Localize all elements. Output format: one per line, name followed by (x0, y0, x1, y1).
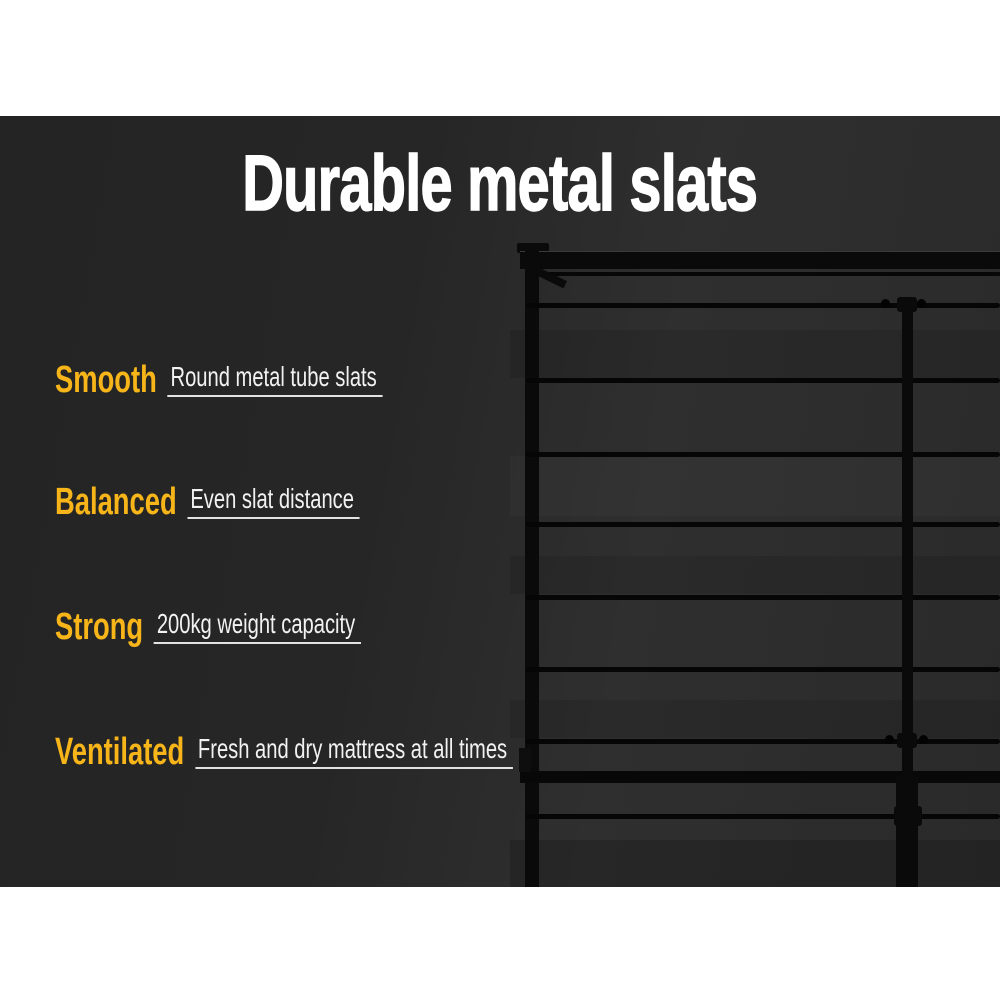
feature-label: Smooth (55, 359, 157, 401)
feature-label: Strong (55, 606, 144, 648)
connector-knob (917, 299, 926, 308)
slat-connector-bracket (897, 733, 917, 748)
feature-row-smooth (55, 361, 382, 399)
bed-center-bar (902, 300, 913, 887)
feature-label: Ventilated (55, 731, 185, 773)
connector-knob (919, 735, 928, 744)
reflection-band (510, 700, 1000, 738)
reflection-band (510, 556, 1000, 594)
feature-row-balanced (55, 483, 360, 521)
bed-slat (526, 739, 1000, 744)
letterbox-top (0, 0, 1000, 116)
page-title: Durable metal slats (242, 138, 758, 227)
bed-base-rail (520, 771, 1000, 783)
reflection-band (510, 840, 1000, 887)
feature-description: 200kg weight capacity (154, 610, 361, 644)
bed-corner-gusset (536, 268, 566, 288)
title-row (0, 138, 1000, 227)
letterbox-bottom (0, 887, 1000, 1000)
bed-slat (526, 378, 1000, 383)
connector-knob (881, 299, 890, 308)
bed-back-rail-line (538, 272, 1000, 276)
connector-knob (885, 735, 894, 744)
bed-slat (526, 595, 1000, 600)
bed-slat (526, 814, 1000, 819)
rail-bracket (519, 748, 531, 772)
bed-post-cap (517, 243, 549, 253)
feature-row-ventilated (55, 733, 513, 771)
slat-connector-bracket (897, 297, 917, 312)
feature-description: Even slat distance (187, 485, 359, 519)
feature-label: Balanced (55, 481, 177, 523)
dark-panel (0, 116, 1000, 887)
reflection-band (510, 456, 1000, 516)
feature-description: Fresh and dry mattress at all times (195, 735, 513, 769)
bed-center-leg (896, 775, 918, 887)
reflection-band (510, 330, 1000, 378)
bed-top-rail (520, 251, 1000, 269)
feature-description: Round metal tube slats (168, 363, 383, 397)
bed-slat (526, 667, 1000, 672)
feature-row-strong (55, 608, 361, 646)
bed-left-post (525, 247, 539, 887)
cross-joint-bracket (894, 806, 922, 826)
bed-slat (526, 303, 1000, 308)
bed-slat (526, 452, 1000, 457)
bed-slat (526, 522, 1000, 527)
